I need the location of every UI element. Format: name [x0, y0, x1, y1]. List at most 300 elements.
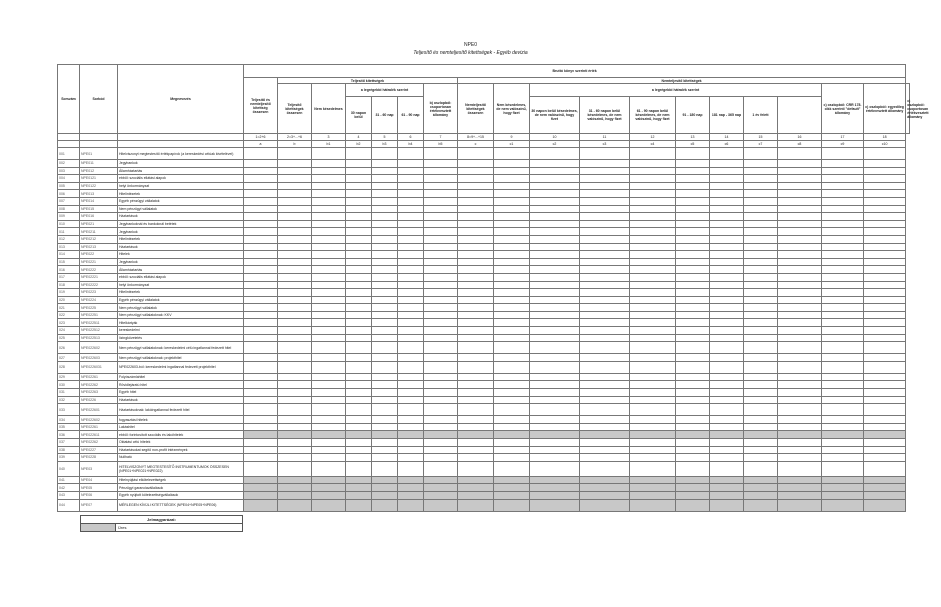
value-cell[interactable] — [580, 461, 630, 476]
value-cell[interactable] — [630, 423, 676, 431]
value-cell[interactable] — [630, 197, 676, 205]
value-cell[interactable] — [778, 404, 822, 416]
value-cell[interactable] — [580, 228, 630, 236]
value-cell[interactable] — [864, 243, 906, 251]
value-cell[interactable] — [458, 381, 494, 389]
value-cell[interactable] — [278, 373, 312, 381]
value-cell[interactable] — [580, 361, 630, 373]
value-cell[interactable] — [676, 381, 710, 389]
value-cell[interactable] — [278, 148, 312, 160]
value-cell[interactable] — [710, 491, 744, 499]
value-cell[interactable] — [244, 258, 278, 266]
value-cell[interactable] — [676, 461, 710, 476]
value-cell[interactable] — [676, 354, 710, 362]
value-cell[interactable] — [424, 281, 458, 289]
value-cell[interactable] — [424, 404, 458, 416]
value-cell[interactable] — [398, 266, 424, 274]
value-cell[interactable] — [676, 361, 710, 373]
value-cell[interactable] — [424, 197, 458, 205]
value-cell[interactable] — [494, 476, 530, 484]
value-cell[interactable] — [744, 205, 778, 213]
value-cell[interactable] — [278, 354, 312, 362]
value-cell[interactable] — [398, 334, 424, 342]
value-cell[interactable] — [494, 334, 530, 342]
value-cell[interactable] — [864, 266, 906, 274]
value-cell[interactable] — [398, 389, 424, 397]
value-cell[interactable] — [458, 454, 494, 462]
value-cell[interactable] — [458, 319, 494, 327]
value-cell[interactable] — [372, 190, 398, 198]
value-cell[interactable] — [630, 396, 676, 404]
value-cell[interactable] — [312, 190, 346, 198]
value-cell[interactable] — [864, 175, 906, 183]
value-cell[interactable] — [710, 439, 744, 447]
value-cell[interactable] — [346, 431, 372, 439]
value-cell[interactable] — [778, 389, 822, 397]
value-cell[interactable] — [580, 354, 630, 362]
value-cell[interactable] — [278, 296, 312, 304]
value-cell[interactable] — [580, 148, 630, 160]
value-cell[interactable] — [864, 304, 906, 312]
value-cell[interactable] — [278, 289, 312, 297]
value-cell[interactable] — [676, 175, 710, 183]
value-cell[interactable] — [530, 273, 580, 281]
value-cell[interactable] — [278, 213, 312, 221]
value-cell[interactable] — [778, 499, 822, 511]
value-cell[interactable] — [676, 205, 710, 213]
value-cell[interactable] — [778, 258, 822, 266]
value-cell[interactable] — [346, 167, 372, 175]
value-cell[interactable] — [822, 373, 864, 381]
value-cell[interactable] — [398, 175, 424, 183]
value-cell[interactable] — [530, 361, 580, 373]
value-cell[interactable] — [676, 190, 710, 198]
value-cell[interactable] — [278, 446, 312, 454]
value-cell[interactable] — [710, 446, 744, 454]
value-cell[interactable] — [580, 205, 630, 213]
value-cell[interactable] — [494, 304, 530, 312]
value-cell[interactable] — [372, 416, 398, 424]
value-cell[interactable] — [494, 190, 530, 198]
value-cell[interactable] — [424, 446, 458, 454]
value-cell[interactable] — [372, 251, 398, 259]
value-cell[interactable] — [630, 446, 676, 454]
value-cell[interactable] — [244, 190, 278, 198]
value-cell[interactable] — [424, 439, 458, 447]
value-cell[interactable] — [864, 491, 906, 499]
value-cell[interactable] — [398, 396, 424, 404]
value-cell[interactable] — [710, 342, 744, 354]
value-cell[interactable] — [710, 190, 744, 198]
value-cell[interactable] — [312, 220, 346, 228]
value-cell[interactable] — [372, 296, 398, 304]
value-cell[interactable] — [424, 273, 458, 281]
value-cell[interactable] — [458, 461, 494, 476]
value-cell[interactable] — [424, 175, 458, 183]
value-cell[interactable] — [744, 461, 778, 476]
value-cell[interactable] — [244, 266, 278, 274]
value-cell[interactable] — [312, 228, 346, 236]
value-cell[interactable] — [244, 389, 278, 397]
value-cell[interactable] — [530, 235, 580, 243]
value-cell[interactable] — [458, 342, 494, 354]
value-cell[interactable] — [744, 423, 778, 431]
value-cell[interactable] — [580, 289, 630, 297]
value-cell[interactable] — [630, 220, 676, 228]
value-cell[interactable] — [372, 491, 398, 499]
value-cell[interactable] — [346, 273, 372, 281]
value-cell[interactable] — [630, 243, 676, 251]
value-cell[interactable] — [278, 228, 312, 236]
value-cell[interactable] — [244, 289, 278, 297]
value-cell[interactable] — [494, 373, 530, 381]
value-cell[interactable] — [398, 454, 424, 462]
value-cell[interactable] — [244, 197, 278, 205]
value-cell[interactable] — [630, 439, 676, 447]
value-cell[interactable] — [244, 148, 278, 160]
value-cell[interactable] — [676, 373, 710, 381]
value-cell[interactable] — [398, 228, 424, 236]
value-cell[interactable] — [244, 446, 278, 454]
value-cell[interactable] — [744, 446, 778, 454]
value-cell[interactable] — [580, 311, 630, 319]
value-cell[interactable] — [278, 220, 312, 228]
value-cell[interactable] — [458, 304, 494, 312]
value-cell[interactable] — [278, 160, 312, 168]
value-cell[interactable] — [244, 281, 278, 289]
value-cell[interactable] — [494, 182, 530, 190]
value-cell[interactable] — [778, 281, 822, 289]
value-cell[interactable] — [372, 499, 398, 511]
value-cell[interactable] — [278, 281, 312, 289]
value-cell[interactable] — [398, 281, 424, 289]
value-cell[interactable] — [346, 404, 372, 416]
value-cell[interactable] — [398, 373, 424, 381]
value-cell[interactable] — [744, 273, 778, 281]
value-cell[interactable] — [630, 491, 676, 499]
value-cell[interactable] — [778, 228, 822, 236]
value-cell[interactable] — [494, 381, 530, 389]
value-cell[interactable] — [494, 235, 530, 243]
value-cell[interactable] — [710, 373, 744, 381]
value-cell[interactable] — [372, 439, 398, 447]
value-cell[interactable] — [864, 182, 906, 190]
value-cell[interactable] — [458, 190, 494, 198]
value-cell[interactable] — [710, 251, 744, 259]
value-cell[interactable] — [278, 319, 312, 327]
value-cell[interactable] — [530, 476, 580, 484]
value-cell[interactable] — [744, 190, 778, 198]
value-cell[interactable] — [710, 484, 744, 492]
value-cell[interactable] — [710, 396, 744, 404]
value-cell[interactable] — [312, 431, 346, 439]
value-cell[interactable] — [424, 243, 458, 251]
value-cell[interactable] — [778, 182, 822, 190]
value-cell[interactable] — [864, 311, 906, 319]
value-cell[interactable] — [630, 319, 676, 327]
value-cell[interactable] — [372, 484, 398, 492]
value-cell[interactable] — [458, 446, 494, 454]
value-cell[interactable] — [630, 258, 676, 266]
value-cell[interactable] — [278, 304, 312, 312]
value-cell[interactable] — [676, 334, 710, 342]
value-cell[interactable] — [676, 182, 710, 190]
value-cell[interactable] — [630, 213, 676, 221]
value-cell[interactable] — [424, 251, 458, 259]
value-cell[interactable] — [424, 373, 458, 381]
value-cell[interactable] — [822, 175, 864, 183]
value-cell[interactable] — [864, 213, 906, 221]
value-cell[interactable] — [398, 327, 424, 335]
value-cell[interactable] — [744, 373, 778, 381]
value-cell[interactable] — [244, 251, 278, 259]
value-cell[interactable] — [822, 213, 864, 221]
value-cell[interactable] — [864, 431, 906, 439]
value-cell[interactable] — [312, 484, 346, 492]
value-cell[interactable] — [458, 220, 494, 228]
value-cell[interactable] — [778, 342, 822, 354]
value-cell[interactable] — [424, 304, 458, 312]
value-cell[interactable] — [864, 354, 906, 362]
value-cell[interactable] — [346, 416, 372, 424]
value-cell[interactable] — [398, 416, 424, 424]
value-cell[interactable] — [398, 311, 424, 319]
value-cell[interactable] — [676, 258, 710, 266]
value-cell[interactable] — [710, 389, 744, 397]
value-cell[interactable] — [864, 197, 906, 205]
value-cell[interactable] — [530, 327, 580, 335]
value-cell[interactable] — [778, 160, 822, 168]
value-cell[interactable] — [778, 373, 822, 381]
value-cell[interactable] — [372, 205, 398, 213]
value-cell[interactable] — [530, 334, 580, 342]
value-cell[interactable] — [744, 266, 778, 274]
value-cell[interactable] — [630, 381, 676, 389]
value-cell[interactable] — [346, 160, 372, 168]
value-cell[interactable] — [630, 354, 676, 362]
value-cell[interactable] — [346, 220, 372, 228]
value-cell[interactable] — [312, 454, 346, 462]
value-cell[interactable] — [346, 190, 372, 198]
value-cell[interactable] — [676, 266, 710, 274]
value-cell[interactable] — [676, 228, 710, 236]
value-cell[interactable] — [346, 258, 372, 266]
value-cell[interactable] — [312, 266, 346, 274]
value-cell[interactable] — [580, 373, 630, 381]
value-cell[interactable] — [244, 491, 278, 499]
value-cell[interactable] — [744, 476, 778, 484]
value-cell[interactable] — [864, 190, 906, 198]
value-cell[interactable] — [744, 361, 778, 373]
value-cell[interactable] — [778, 311, 822, 319]
value-cell[interactable] — [822, 273, 864, 281]
value-cell[interactable] — [372, 446, 398, 454]
value-cell[interactable] — [458, 243, 494, 251]
value-cell[interactable] — [864, 389, 906, 397]
value-cell[interactable] — [278, 461, 312, 476]
value-cell[interactable] — [346, 182, 372, 190]
value-cell[interactable] — [458, 484, 494, 492]
value-cell[interactable] — [744, 251, 778, 259]
value-cell[interactable] — [864, 423, 906, 431]
value-cell[interactable] — [346, 491, 372, 499]
value-cell[interactable] — [710, 319, 744, 327]
value-cell[interactable] — [494, 461, 530, 476]
value-cell[interactable] — [278, 491, 312, 499]
value-cell[interactable] — [530, 491, 580, 499]
value-cell[interactable] — [778, 289, 822, 297]
value-cell[interactable] — [530, 439, 580, 447]
value-cell[interactable] — [710, 296, 744, 304]
value-cell[interactable] — [822, 296, 864, 304]
value-cell[interactable] — [778, 273, 822, 281]
value-cell[interactable] — [346, 319, 372, 327]
value-cell[interactable] — [580, 484, 630, 492]
value-cell[interactable] — [778, 220, 822, 228]
value-cell[interactable] — [630, 175, 676, 183]
value-cell[interactable] — [630, 499, 676, 511]
value-cell[interactable] — [630, 304, 676, 312]
value-cell[interactable] — [676, 251, 710, 259]
value-cell[interactable] — [710, 311, 744, 319]
value-cell[interactable] — [822, 381, 864, 389]
value-cell[interactable] — [676, 476, 710, 484]
value-cell[interactable] — [744, 235, 778, 243]
value-cell[interactable] — [580, 243, 630, 251]
value-cell[interactable] — [744, 484, 778, 492]
value-cell[interactable] — [312, 243, 346, 251]
value-cell[interactable] — [494, 281, 530, 289]
value-cell[interactable] — [244, 416, 278, 424]
value-cell[interactable] — [372, 423, 398, 431]
value-cell[interactable] — [312, 334, 346, 342]
value-cell[interactable] — [580, 167, 630, 175]
value-cell[interactable] — [744, 311, 778, 319]
value-cell[interactable] — [458, 148, 494, 160]
value-cell[interactable] — [580, 491, 630, 499]
value-cell[interactable] — [864, 396, 906, 404]
value-cell[interactable] — [744, 439, 778, 447]
value-cell[interactable] — [710, 205, 744, 213]
value-cell[interactable] — [778, 334, 822, 342]
value-cell[interactable] — [494, 439, 530, 447]
value-cell[interactable] — [346, 446, 372, 454]
value-cell[interactable] — [278, 266, 312, 274]
value-cell[interactable] — [494, 416, 530, 424]
value-cell[interactable] — [346, 296, 372, 304]
value-cell[interactable] — [398, 381, 424, 389]
value-cell[interactable] — [494, 361, 530, 373]
value-cell[interactable] — [278, 423, 312, 431]
value-cell[interactable] — [494, 213, 530, 221]
value-cell[interactable] — [278, 389, 312, 397]
value-cell[interactable] — [676, 197, 710, 205]
value-cell[interactable] — [822, 289, 864, 297]
value-cell[interactable] — [630, 148, 676, 160]
value-cell[interactable] — [424, 235, 458, 243]
value-cell[interactable] — [494, 491, 530, 499]
value-cell[interactable] — [458, 499, 494, 511]
value-cell[interactable] — [822, 167, 864, 175]
value-cell[interactable] — [346, 304, 372, 312]
value-cell[interactable] — [458, 389, 494, 397]
value-cell[interactable] — [530, 373, 580, 381]
value-cell[interactable] — [864, 416, 906, 424]
value-cell[interactable] — [398, 404, 424, 416]
value-cell[interactable] — [530, 396, 580, 404]
value-cell[interactable] — [278, 334, 312, 342]
value-cell[interactable] — [580, 416, 630, 424]
value-cell[interactable] — [530, 167, 580, 175]
value-cell[interactable] — [424, 190, 458, 198]
value-cell[interactable] — [864, 476, 906, 484]
value-cell[interactable] — [580, 197, 630, 205]
value-cell[interactable] — [372, 197, 398, 205]
value-cell[interactable] — [530, 423, 580, 431]
value-cell[interactable] — [346, 461, 372, 476]
value-cell[interactable] — [244, 373, 278, 381]
value-cell[interactable] — [530, 461, 580, 476]
value-cell[interactable] — [494, 160, 530, 168]
value-cell[interactable] — [710, 289, 744, 297]
value-cell[interactable] — [278, 190, 312, 198]
value-cell[interactable] — [864, 381, 906, 389]
value-cell[interactable] — [530, 251, 580, 259]
value-cell[interactable] — [778, 213, 822, 221]
value-cell[interactable] — [744, 499, 778, 511]
value-cell[interactable] — [346, 342, 372, 354]
value-cell[interactable] — [864, 439, 906, 447]
value-cell[interactable] — [346, 396, 372, 404]
value-cell[interactable] — [676, 311, 710, 319]
value-cell[interactable] — [676, 439, 710, 447]
value-cell[interactable] — [458, 160, 494, 168]
value-cell[interactable] — [312, 182, 346, 190]
value-cell[interactable] — [458, 175, 494, 183]
value-cell[interactable] — [822, 404, 864, 416]
value-cell[interactable] — [244, 296, 278, 304]
value-cell[interactable] — [346, 311, 372, 319]
value-cell[interactable] — [398, 484, 424, 492]
value-cell[interactable] — [530, 205, 580, 213]
value-cell[interactable] — [346, 381, 372, 389]
value-cell[interactable] — [424, 220, 458, 228]
value-cell[interactable] — [494, 266, 530, 274]
value-cell[interactable] — [744, 431, 778, 439]
value-cell[interactable] — [744, 491, 778, 499]
value-cell[interactable] — [580, 296, 630, 304]
value-cell[interactable] — [424, 311, 458, 319]
value-cell[interactable] — [744, 319, 778, 327]
value-cell[interactable] — [580, 431, 630, 439]
value-cell[interactable] — [244, 484, 278, 492]
value-cell[interactable] — [244, 160, 278, 168]
value-cell[interactable] — [864, 404, 906, 416]
value-cell[interactable] — [778, 423, 822, 431]
value-cell[interactable] — [864, 484, 906, 492]
value-cell[interactable] — [424, 319, 458, 327]
value-cell[interactable] — [676, 454, 710, 462]
value-cell[interactable] — [744, 454, 778, 462]
value-cell[interactable] — [778, 454, 822, 462]
value-cell[interactable] — [458, 476, 494, 484]
value-cell[interactable] — [312, 148, 346, 160]
value-cell[interactable] — [424, 423, 458, 431]
value-cell[interactable] — [278, 235, 312, 243]
value-cell[interactable] — [372, 404, 398, 416]
value-cell[interactable] — [822, 454, 864, 462]
value-cell[interactable] — [398, 439, 424, 447]
